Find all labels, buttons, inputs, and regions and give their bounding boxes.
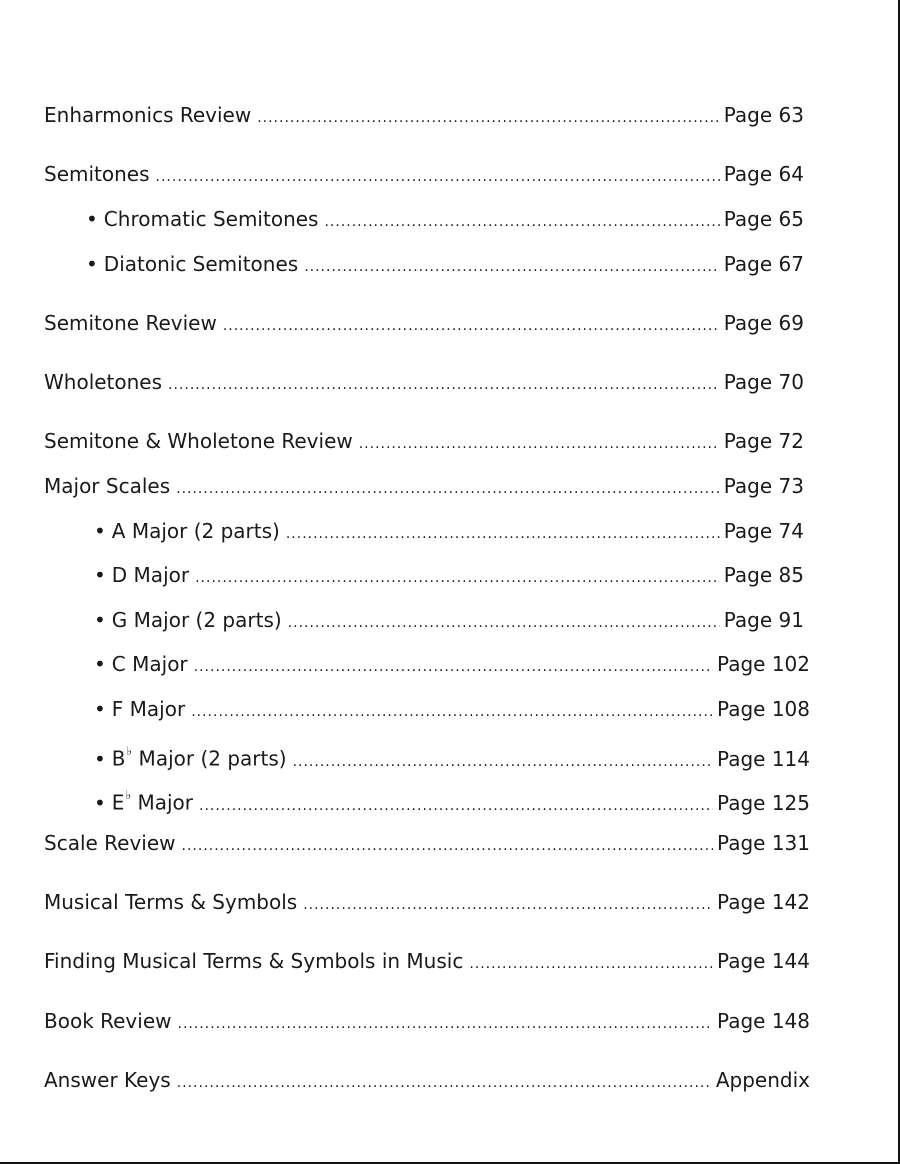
- toc-entry-page: Page 144: [717, 949, 810, 973]
- toc-entry-book-review: [44, 1008, 810, 1037]
- toc-entry-major-scales: [44, 473, 804, 502]
- toc-entry-d-major: [94, 562, 804, 591]
- bullet-point: •: [94, 790, 106, 815]
- toc-entry-title-letter: E: [111, 790, 125, 815]
- toc-entry-title-rest: Major (2 parts): [132, 746, 287, 771]
- toc-entry-chromatic-semitones: [86, 206, 804, 235]
- bullet-point: •: [94, 519, 106, 543]
- toc-entry-title-text: G Major (2 parts): [111, 608, 282, 632]
- dot-leader: [304, 254, 720, 280]
- toc-entry-page: Page 108: [717, 697, 810, 721]
- toc-entry-g-major: [94, 607, 804, 636]
- toc-entry-a-major: [94, 518, 804, 547]
- toc-entry-page: Page 67: [723, 252, 804, 276]
- dot-leader: [195, 565, 720, 591]
- bullet-point: •: [94, 697, 106, 721]
- dot-leader: [223, 313, 720, 339]
- toc-entry-page: Page 125: [717, 790, 810, 815]
- dot-leader: [293, 749, 713, 775]
- toc-entry-title: Musical Terms & Symbols: [44, 890, 298, 914]
- dot-leader: [359, 431, 720, 457]
- toc-entry-semitone-wholetone-review: [44, 428, 804, 457]
- toc-entry-title: [94, 785, 199, 816]
- dot-leader: [288, 610, 720, 636]
- toc-entry-page: Page 91: [723, 608, 804, 632]
- dot-leader: [182, 833, 714, 859]
- flat-symbol: ♭: [126, 744, 133, 758]
- toc-entry-finding-musical-terms: [44, 948, 810, 977]
- toc-entry-title-letter: B: [111, 746, 126, 771]
- toc-entry-page: Page 69: [723, 311, 804, 335]
- toc-entry-title: Answer Keys: [44, 1068, 171, 1092]
- toc-entry-b-flat-major: [94, 741, 810, 775]
- toc-entry-c-major: [94, 651, 810, 680]
- toc-entry-semitones: [44, 161, 804, 190]
- toc-entry-title: [94, 651, 194, 677]
- toc-entry-wholetones: [44, 369, 804, 398]
- toc-entry-page: Page 73: [723, 474, 804, 498]
- toc-entry-f-major: [94, 696, 810, 725]
- toc-entry-page: Appendix: [715, 1068, 810, 1092]
- toc-entry-title: Semitones: [44, 162, 150, 186]
- bullet-point: •: [94, 746, 106, 771]
- bullet-point: •: [94, 563, 106, 587]
- toc-entry-title: [94, 607, 288, 633]
- dot-leader: [324, 209, 719, 235]
- toc-entry-page: Page 74: [723, 519, 804, 543]
- toc-entry-title-text: F Major: [111, 697, 186, 721]
- toc-entry-page: Page 148: [717, 1009, 810, 1033]
- toc-entry-title: Finding Musical Terms & Symbols in Music: [44, 949, 464, 973]
- bullet-point: •: [86, 252, 98, 276]
- dot-leader: [156, 164, 720, 190]
- toc-entry-title: Semitone Review: [44, 311, 217, 335]
- dot-leader: [469, 951, 713, 977]
- dot-leader: [168, 372, 720, 398]
- toc-entry-page: Page 142: [717, 890, 810, 914]
- toc-entry-title-text: Diatonic Semitones: [103, 252, 299, 276]
- toc-entry-page: Page 72: [723, 429, 804, 453]
- dot-leader: [286, 521, 720, 547]
- toc-entry-page: Page 114: [717, 746, 810, 771]
- toc-entry-title: [94, 741, 293, 772]
- toc-entry-page: Page 131: [717, 831, 810, 855]
- toc-entry-title-text: C Major: [111, 652, 188, 676]
- toc-entry-enharmonics-review: [44, 102, 804, 131]
- toc-entry-page: Page 70: [723, 370, 804, 394]
- toc-entry-diatonic-semitones: [86, 251, 804, 280]
- toc-entry-title: Major Scales: [44, 474, 171, 498]
- bullet-point: •: [94, 608, 106, 632]
- toc-entry-scale-review: [44, 830, 810, 859]
- toc-entry-title-text: Chromatic Semitones: [103, 207, 319, 231]
- toc-entry-title: Wholetones: [44, 370, 163, 394]
- toc-entry-title-text: D Major: [111, 563, 190, 587]
- toc-entry-e-flat-major: [94, 785, 810, 819]
- dot-leader: [176, 476, 720, 502]
- toc-entry-title-rest: Major: [131, 790, 193, 815]
- toc-entry-title: Scale Review: [44, 831, 176, 855]
- toc-entry-title: Book Review: [44, 1009, 172, 1033]
- toc-entry-page: Page 85: [723, 563, 804, 587]
- dot-leader: [191, 699, 713, 725]
- toc-entry-answer-keys: [44, 1067, 810, 1096]
- toc-entry-musical-terms-symbols: [44, 889, 810, 918]
- flat-symbol: ♭: [125, 788, 132, 802]
- dot-leader: [257, 105, 720, 131]
- toc-entry-title: [86, 206, 324, 232]
- bullet-point: •: [94, 652, 106, 676]
- toc-entry-page: Page 64: [723, 162, 804, 186]
- dot-leader: [199, 793, 713, 819]
- toc-entry-page: Page 102: [717, 652, 810, 676]
- toc-entry-page: Page 65: [723, 207, 804, 231]
- toc-entry-page: Page 63: [723, 103, 804, 127]
- dot-leader: [303, 892, 713, 918]
- toc-entry-title: [94, 562, 195, 588]
- dot-leader: [194, 654, 713, 680]
- toc-entry-title: Enharmonics Review: [44, 103, 252, 127]
- toc-entry-title: [86, 251, 304, 277]
- bullet-point: •: [86, 207, 98, 231]
- toc-entry-title: Semitone & Wholetone Review: [44, 429, 353, 453]
- toc-entry-title: [94, 696, 191, 722]
- toc-entry-title-text: A Major (2 parts): [111, 519, 280, 543]
- toc-entry-semitone-review: [44, 310, 804, 339]
- toc-entry-title: [94, 518, 286, 544]
- dot-leader: [178, 1011, 714, 1037]
- dot-leader: [177, 1070, 712, 1096]
